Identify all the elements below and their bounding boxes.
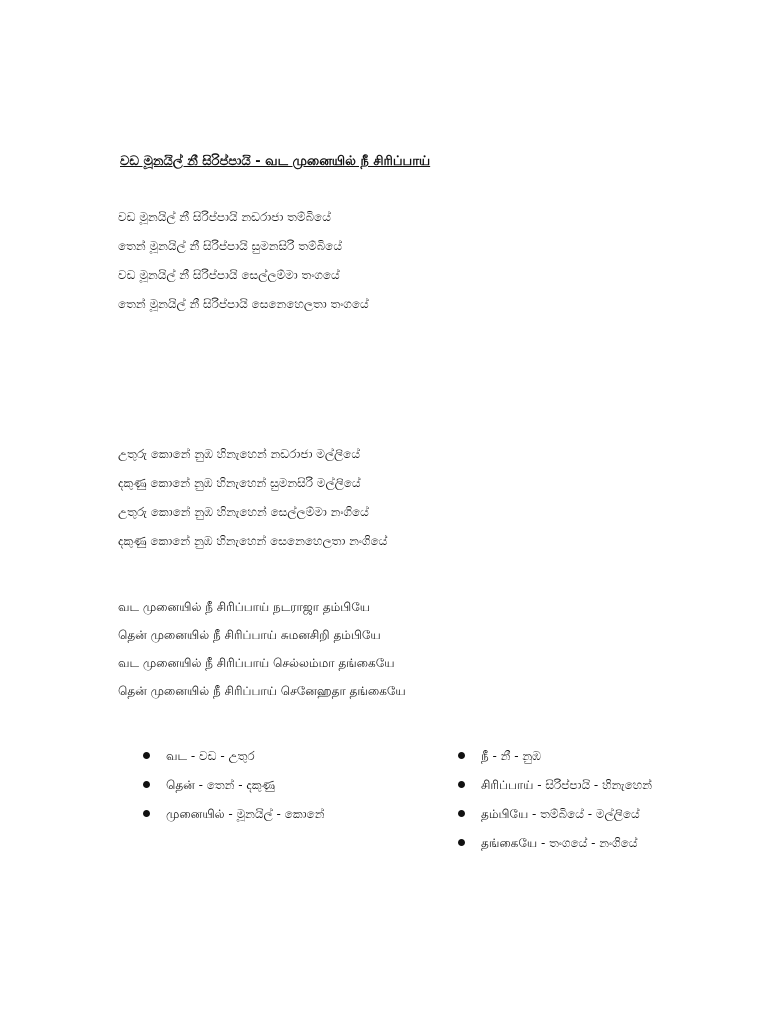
glossary-text: சிரிப்பாய் - සිරිප්පායි - හිනැහෙන් — [481, 778, 652, 792]
verse-line: வட முனையில் நீ சிரிப்பாய் நடராஜா தம்பியே — [118, 600, 371, 614]
stanza-sinhala-meaning — [118, 444, 387, 560]
glossary-item — [458, 833, 652, 862]
verse-line: තෙන් මූනයිල් නී සිරිප්පායි සෙනෙහෙලතා තංගයේ — [118, 297, 369, 311]
glossary-item — [143, 804, 324, 833]
bullet-icon — [458, 810, 465, 817]
stanza-sinhala-transliteration — [118, 207, 369, 323]
bullet-icon — [458, 752, 465, 759]
verse-line: වඩ මූනයිල් නී සිරිප්පායි නඩරාජා තම්බියේ — [118, 210, 331, 224]
verse-line: දකුණු කොනේ නුඹ හිනැහෙන් සෙනෙහෙලතා නංගියේ — [118, 534, 388, 548]
page-title: වඩ මූනයිල් නී සිරිප්පායි - வட முனையில் நீ சிரிப்பாய் — [120, 154, 431, 169]
glossary-text: வட - වඩ - උතුර — [166, 749, 255, 763]
verse-line: வட முனையில் நீ சிரிப்பாய் செல்லம்மா தங்கையே — [118, 656, 395, 670]
glossary-item — [143, 746, 324, 775]
verse-line: උතුරු කොනේ නුඹ හිනැහෙන් නඩරාජා මල්ලියේ — [118, 447, 360, 461]
bullet-icon — [143, 752, 150, 759]
bullet-icon — [458, 839, 465, 846]
glossary-right — [458, 746, 652, 862]
bullet-icon — [143, 781, 150, 788]
glossary-item — [458, 775, 652, 804]
glossary-left — [143, 746, 324, 833]
verse-line: උතුරු කොනේ නුඹ හිනැහෙන් සෙල්ලම්මා නංගියේ — [118, 505, 369, 519]
glossary-item — [143, 775, 324, 804]
verse-line: දකුණු කොනේ නුඹ හිනැහෙන් සුමනසිරි මල්ලියේ — [118, 476, 361, 490]
glossary-text: தென் - තෙන් - දකුණු — [166, 778, 275, 792]
stanza-tamil — [118, 597, 406, 709]
glossary-item — [458, 804, 652, 833]
verse-line: වඩ මූනයිල් නී සිරිප්පායි සෙල්ලම්මා තංගයේ — [118, 268, 340, 282]
verse-line: தென் முனையில் நீ சிரிப்பாய் சுமனசிறி தம்பியே — [118, 628, 381, 642]
glossary-text: தம்பியே - තම්බියේ - මල්ලියේ — [481, 807, 640, 821]
glossary-item — [458, 746, 652, 775]
glossary-text: தங்கையே - තංගයේ - නංගියේ — [481, 836, 638, 850]
verse-line: තෙන් මූනයිල් නී සිරිප්පායි සුමනසිරි තම්බියේ — [118, 239, 342, 253]
bullet-icon — [143, 810, 150, 817]
glossary-text: முனையில் - මූනයිල් - කොනේ — [166, 807, 325, 821]
bullet-icon — [458, 781, 465, 788]
glossary-text: நீ - නී - නුඹ — [481, 749, 541, 763]
verse-line: தென் முனையில் நீ சிரிப்பாய் செனேஹதா தங்கையே — [118, 684, 406, 698]
